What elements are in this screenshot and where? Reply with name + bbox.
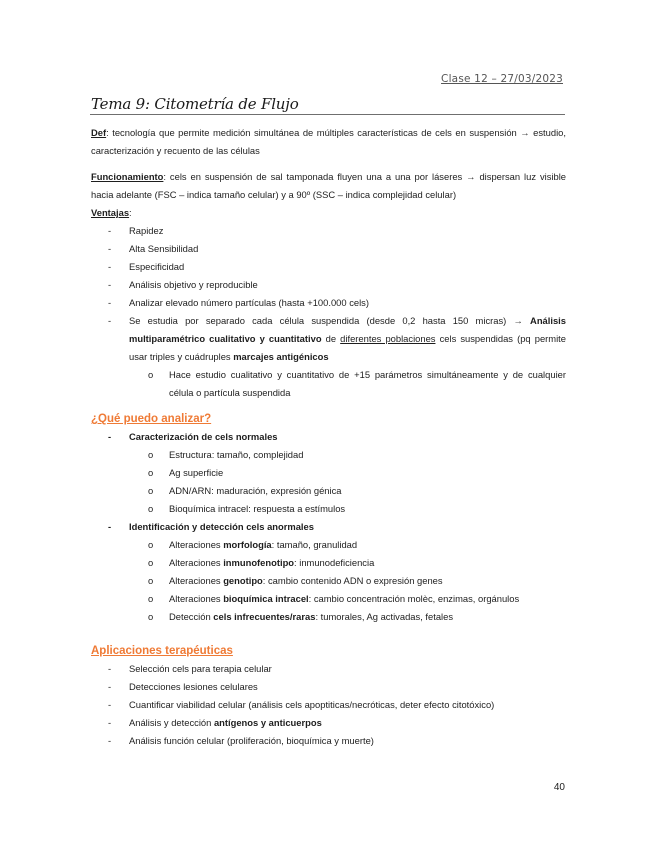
title-divider: [90, 114, 565, 115]
list-item: - Cuantificar viabilidad celular (análisis cels apoptiticas/necróticas, deter efecto citotóxico): [91, 696, 566, 714]
ventajas-colon: :: [129, 207, 132, 218]
ventajas-label: Ventajas: [91, 207, 130, 218]
underlined-run: diferentes poblaciones: [340, 333, 436, 344]
def-text: : tecnología que permite medición simultánea de múltiples características de cels en suspensión → estudio, caracterización y recuento de las células: [91, 127, 566, 156]
bold-run: genotipo: [223, 575, 263, 586]
list-item: - Análisis objetivo y reproducible: [91, 276, 566, 294]
analizar-list: [91, 428, 566, 626]
list-item: [91, 714, 566, 732]
def-label: Def: [91, 127, 107, 138]
text-run: de: [321, 333, 341, 344]
aplicaciones-list: [91, 660, 566, 750]
text-run: : inmunodeficiencia: [294, 557, 375, 568]
text-run: Análisis y detección: [129, 717, 214, 728]
sub-list-item: o Ag superficie: [91, 464, 566, 482]
sub-list-item: o Estructura: tamaño, complejidad: [91, 446, 566, 464]
list-item: - Especificidad: [91, 258, 566, 276]
list-item: - Alta Sensibilidad: [91, 240, 566, 258]
section-heading-aplicaciones: Aplicaciones terapéuticas: [91, 645, 233, 657]
bold-run: cels infrecuentes/raras: [213, 611, 316, 622]
definition-paragraph: [91, 124, 566, 160]
section-heading-analizar: ¿Qué puedo analizar?: [91, 413, 212, 425]
list-item: [91, 312, 566, 366]
bold-run: bioquímica intracel: [223, 593, 309, 604]
sub-list-item: [91, 572, 566, 590]
funcionamiento-paragraph: [91, 168, 566, 204]
page-number: 40: [553, 782, 565, 793]
page-title: Tema 9: Citometría de Flujo: [91, 95, 299, 113]
list-item: - Selección cels para terapia celular: [91, 660, 566, 678]
list-item: - Identificación y detección cels anormales: [91, 518, 566, 536]
text-run: Alteraciones: [169, 539, 224, 550]
sub-list-item: o Hace estudio cualitativo y cuantitativo de +15 parámetros simultáneamente y de cualquier célula o partícula suspendida: [91, 366, 566, 402]
text-run: Se estudia por separado cada célula suspendida (desde 0,2 hasta 150 micras) →: [129, 315, 531, 326]
ventajas-heading: [91, 204, 566, 222]
bold-run: inmunofenotipo: [223, 557, 295, 568]
text-run: Alteraciones: [169, 593, 224, 604]
sub-list-item: [91, 608, 566, 626]
bold-run: antígenos y anticuerpos: [213, 717, 322, 728]
text-run: : tamaño, granulidad: [271, 539, 358, 550]
bold-run: morfología: [223, 539, 272, 550]
funcionamiento-label: Funcionamiento: [91, 171, 164, 182]
text-run: Detección: [169, 611, 214, 622]
text-run: Alteraciones: [169, 575, 224, 586]
text-run: cels suspendidas (pq permite usar triples y cuádruples: [129, 333, 566, 362]
text-run: : tumorales, Ag activadas, fetales: [315, 611, 454, 622]
sub-list-item: [91, 554, 566, 572]
sub-list-item: o Bioquímica intracel: respuesta a estímulos: [91, 500, 566, 518]
text-run: Alteraciones: [169, 557, 224, 568]
sub-list-item: [91, 536, 566, 554]
ventajas-list: [91, 222, 566, 402]
list-item: - Analizar elevado número partículas (hasta +100.000 cels): [91, 294, 566, 312]
bold-run: marcajes antigénicos: [233, 351, 329, 362]
list-item: - Detecciones lesiones celulares: [91, 678, 566, 696]
text-run: : cambio contenido ADN o expresión genes: [262, 575, 443, 586]
funcionamiento-text: : cels en suspensión de sal tamponada fluyen una a una por láseres → dispersan luz visible hacia adelante (FSC – indica tamaño celular) y a 90º (SSC – indica complejidad celular): [91, 171, 566, 200]
sub-list-item: o ADN/ARN: maduración, expresión génica: [91, 482, 566, 500]
bold-run: Análisis multiparamétrico cualitativo y cuantitativo: [129, 315, 566, 344]
class-date: Clase 12 – 27/03/2023: [441, 73, 563, 85]
text-run: : cambio concentración molèc, enzimas, orgánulos: [308, 593, 520, 604]
list-item: - Caracterización de cels normales: [91, 428, 566, 446]
list-item: - Análisis función celular (proliferación, bioquímica y muerte): [91, 732, 566, 750]
sub-list-item: [91, 590, 566, 608]
list-item: - Rapidez: [91, 222, 566, 240]
document-body: [91, 124, 566, 750]
